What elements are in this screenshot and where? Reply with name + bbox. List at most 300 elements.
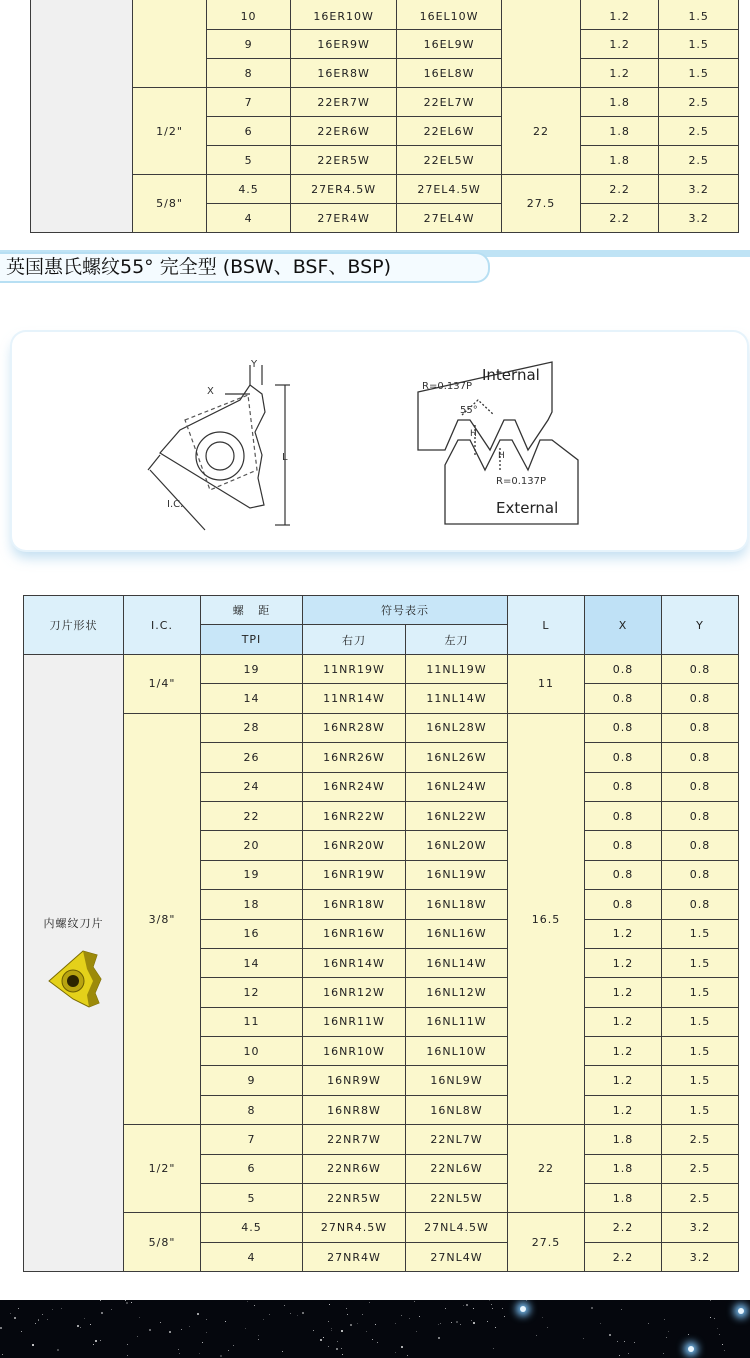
left-code-cell: 22EL7W (396, 88, 501, 117)
star (600, 1323, 601, 1324)
header-tpi: TPI (201, 625, 303, 655)
star (489, 1300, 490, 1301)
l-cell: 22 (502, 88, 581, 175)
star (269, 1314, 270, 1315)
star (160, 1322, 161, 1323)
right-code-cell: 22NR6W (303, 1154, 406, 1183)
star (331, 1328, 332, 1329)
star (666, 1337, 667, 1338)
y-cell: 1.5 (662, 948, 739, 977)
star (42, 1314, 43, 1315)
right-code-cell: 16NR12W (303, 978, 406, 1007)
x-cell: 1.8 (585, 1184, 662, 1213)
tpi-cell: 7 (206, 88, 291, 117)
y-cell: 1.5 (662, 919, 739, 948)
star (179, 1353, 180, 1354)
right-code-cell: 16NR9W (303, 1066, 406, 1095)
star (609, 1334, 611, 1336)
y-cell: 0.8 (662, 860, 739, 889)
section-title: 英国惠氏螺纹55° 完全型 (BSW、BSF、BSP) (0, 252, 490, 283)
right-code-cell: 16NR10W (303, 1037, 406, 1066)
right-code-cell: 16NR16W (303, 919, 406, 948)
star (492, 1308, 493, 1309)
tpi-cell: 12 (201, 978, 303, 1007)
star (131, 1302, 132, 1303)
tpi-cell: 18 (201, 890, 303, 919)
y-cell: 2.5 (659, 117, 739, 146)
header-ic: I.C. (124, 596, 201, 655)
star (137, 1336, 138, 1337)
right-code-cell: 22ER5W (291, 146, 396, 175)
star (419, 1316, 420, 1317)
star (583, 1338, 584, 1339)
star (100, 1300, 101, 1301)
l-cell: 11 (508, 655, 585, 714)
star (329, 1304, 330, 1305)
left-code-cell: 27EL4.5W (396, 175, 501, 204)
right-code-cell: 16NR8W (303, 1095, 406, 1124)
left-code-cell: 16NL16W (406, 919, 508, 948)
star (206, 1332, 207, 1333)
star (52, 1309, 53, 1310)
x-cell: 2.2 (580, 175, 659, 204)
star (714, 1318, 715, 1319)
star (619, 1355, 620, 1356)
tpi-cell: 5 (201, 1184, 303, 1213)
x-cell: 0.8 (585, 860, 662, 889)
diagram-panel (12, 332, 747, 550)
star (526, 1300, 527, 1301)
star (189, 1326, 190, 1327)
star (178, 1349, 179, 1350)
tpi-cell: 8 (206, 59, 291, 88)
star (438, 1337, 440, 1339)
star (502, 1308, 503, 1309)
header-shape: 刀片形状 (24, 596, 124, 655)
left-code-cell: 16NL19W (406, 860, 508, 889)
y-cell: 1.5 (659, 30, 739, 59)
star (61, 1308, 62, 1309)
tpi-cell: 8 (201, 1095, 303, 1124)
star (2, 1354, 3, 1355)
star (126, 1302, 128, 1304)
y-cell: 0.8 (662, 772, 739, 801)
y-cell: 0.8 (662, 743, 739, 772)
star (93, 1344, 94, 1345)
star (181, 1329, 182, 1330)
right-code-cell: 16NR20W (303, 831, 406, 860)
tpi-cell: 16 (201, 919, 303, 948)
x-cell: 0.8 (585, 713, 662, 742)
y-cell: 1.5 (662, 1095, 739, 1124)
right-code-cell: 16ER10W (291, 0, 396, 30)
y-cell: 3.2 (659, 175, 739, 204)
star (228, 1350, 229, 1351)
threading-insert-icon (43, 945, 105, 1011)
table-row (31, 88, 739, 117)
x-cell: 0.8 (585, 684, 662, 713)
star (0, 1327, 2, 1329)
star (323, 1337, 324, 1338)
left-code-cell: 16NL8W (406, 1095, 508, 1124)
right-code-cell: 22ER7W (291, 88, 396, 117)
y-cell: 2.5 (662, 1184, 739, 1213)
y-cell: 0.8 (662, 890, 739, 919)
star (38, 1319, 39, 1320)
star (495, 1327, 496, 1328)
ic-cell (133, 0, 206, 88)
tpi-cell: 28 (201, 713, 303, 742)
star (491, 1304, 492, 1305)
insert-x-label: X (207, 386, 214, 397)
right-code-cell: 16NR19W (303, 860, 406, 889)
star (125, 1300, 126, 1301)
left-code-cell: 22EL5W (396, 146, 501, 175)
right-code-cell: 27NR4.5W (303, 1213, 406, 1242)
star (35, 1323, 36, 1324)
star (350, 1324, 352, 1326)
x-cell: 1.2 (585, 948, 662, 977)
star (409, 1318, 410, 1319)
profile-radius-bottom: R=0.137P (496, 476, 546, 487)
star (302, 1312, 304, 1314)
star (621, 1309, 622, 1310)
shape-cell (31, 0, 133, 233)
right-code-cell: 16NR18W (303, 890, 406, 919)
star (395, 1323, 396, 1324)
star (440, 1323, 441, 1324)
table-row (24, 713, 739, 742)
ic-cell: 5/8" (133, 175, 206, 233)
profile-angle-label: 55° (460, 405, 478, 416)
star (337, 1341, 338, 1342)
x-cell: 0.8 (585, 772, 662, 801)
star (346, 1308, 347, 1309)
star (451, 1322, 452, 1323)
left-code-cell: 11NL19W (406, 655, 508, 684)
star (456, 1321, 458, 1323)
star (377, 1342, 378, 1343)
thread-diagram (12, 332, 747, 550)
star (169, 1331, 171, 1333)
tpi-cell: 14 (201, 684, 303, 713)
star (258, 1335, 259, 1336)
header-symbol: 符号表示 (303, 596, 508, 625)
star (14, 1317, 16, 1319)
star (547, 1327, 548, 1328)
star (663, 1353, 664, 1354)
tpi-cell: 14 (201, 948, 303, 977)
tpi-cell: 10 (206, 0, 291, 30)
right-code-cell: 16ER8W (291, 59, 396, 88)
star (284, 1305, 285, 1306)
star (18, 1308, 19, 1309)
x-cell: 2.2 (580, 204, 659, 233)
x-cell: 1.2 (580, 59, 659, 88)
tpi-cell: 4 (201, 1242, 303, 1271)
star (710, 1317, 711, 1318)
star (717, 1328, 718, 1329)
star-flare (688, 1346, 694, 1352)
tpi-cell: 11 (201, 1007, 303, 1036)
y-cell: 1.5 (662, 1007, 739, 1036)
l-cell (502, 0, 581, 88)
star (634, 1342, 635, 1343)
y-cell: 1.5 (659, 0, 739, 30)
y-cell: 0.8 (662, 655, 739, 684)
table-row (24, 1213, 739, 1242)
insert-ic-label: I.C. (167, 499, 184, 510)
right-code-cell: 27ER4.5W (291, 175, 396, 204)
ic-cell: 1/2" (124, 1125, 201, 1213)
star (258, 1339, 259, 1340)
star (263, 1319, 264, 1320)
tpi-cell: 26 (201, 743, 303, 772)
right-code-cell: 22NR5W (303, 1184, 406, 1213)
tpi-cell: 6 (201, 1154, 303, 1183)
left-code-cell: 16NL22W (406, 801, 508, 830)
star (414, 1301, 415, 1302)
y-cell: 2.5 (659, 146, 739, 175)
star (369, 1302, 370, 1303)
left-code-cell: 27EL4W (396, 204, 501, 233)
main-spec-table (23, 595, 739, 1272)
y-cell: 0.8 (662, 684, 739, 713)
star (668, 1331, 669, 1332)
tpi-cell: 4.5 (201, 1213, 303, 1242)
star (84, 1318, 85, 1319)
left-code-cell: 16NL24W (406, 772, 508, 801)
left-code-cell: 16EL9W (396, 30, 501, 59)
star (80, 1327, 81, 1328)
star (320, 1339, 322, 1341)
tpi-cell: 7 (201, 1125, 303, 1154)
x-cell: 1.2 (585, 978, 662, 1007)
star (149, 1329, 151, 1331)
x-cell: 1.2 (585, 1095, 662, 1124)
left-code-cell: 22EL6W (396, 117, 501, 146)
table-row (31, 0, 739, 30)
left-code-cell: 16NL11W (406, 1007, 508, 1036)
star (407, 1355, 408, 1356)
l-cell: 27.5 (502, 175, 581, 233)
star (127, 1344, 128, 1345)
tpi-cell: 10 (201, 1037, 303, 1066)
star (542, 1317, 543, 1318)
y-cell: 1.5 (662, 978, 739, 1007)
x-cell: 0.8 (585, 655, 662, 684)
left-code-cell: 16NL20W (406, 831, 508, 860)
star (127, 1355, 128, 1356)
star (101, 1312, 103, 1314)
tpi-cell: 5 (206, 146, 291, 175)
x-cell: 0.8 (585, 801, 662, 830)
x-cell: 1.8 (580, 88, 659, 117)
left-code-cell: 27NL4.5W (406, 1213, 508, 1242)
y-cell: 3.2 (659, 204, 739, 233)
star (617, 1341, 618, 1342)
star (466, 1304, 468, 1306)
right-code-cell: 11NR14W (303, 684, 406, 713)
star (375, 1324, 376, 1325)
star (247, 1301, 248, 1302)
profile-h-top: H (470, 429, 477, 439)
x-cell: 1.8 (580, 117, 659, 146)
header-x: X (585, 596, 662, 655)
profile-radius-top: R=0.137P (422, 381, 472, 392)
star (473, 1322, 475, 1324)
star (328, 1321, 329, 1322)
y-cell: 2.5 (662, 1154, 739, 1183)
right-code-cell: 22ER6W (291, 117, 396, 146)
header-y: Y (662, 596, 739, 655)
star (139, 1317, 140, 1318)
left-code-cell: 16NL26W (406, 743, 508, 772)
star (395, 1352, 396, 1353)
left-code-cell: 27NL4W (406, 1242, 508, 1271)
star (90, 1324, 91, 1325)
star (220, 1355, 222, 1357)
star (297, 1315, 298, 1316)
star (328, 1346, 329, 1347)
star (313, 1330, 314, 1331)
left-code-cell: 11NL14W (406, 684, 508, 713)
profile-external-label: External (496, 499, 559, 517)
right-code-cell: 16ER9W (291, 30, 396, 59)
star (438, 1324, 439, 1325)
star (245, 1328, 246, 1329)
x-cell: 1.2 (585, 1066, 662, 1095)
y-cell: 1.5 (662, 1066, 739, 1095)
y-cell: 2.5 (659, 88, 739, 117)
star (341, 1330, 343, 1332)
left-code-cell: 16NL18W (406, 890, 508, 919)
star (206, 1319, 207, 1320)
star (493, 1348, 494, 1349)
tpi-cell: 9 (201, 1066, 303, 1095)
star (401, 1346, 403, 1348)
star (372, 1339, 373, 1340)
star (648, 1323, 649, 1324)
tpi-cell: 9 (206, 30, 291, 59)
star (202, 1342, 203, 1343)
star (710, 1300, 711, 1301)
ic-cell: 5/8" (124, 1213, 201, 1272)
header-pitch: 螺 距 (201, 596, 303, 625)
tpi-cell: 22 (201, 801, 303, 830)
ic-cell: 3/8" (124, 713, 201, 1124)
top-spec-table (30, 0, 739, 233)
star (357, 1323, 358, 1324)
star (401, 1315, 402, 1316)
right-code-cell: 16NR26W (303, 743, 406, 772)
star (722, 1344, 723, 1345)
star (347, 1314, 348, 1315)
left-code-cell: 16EL10W (396, 0, 501, 30)
tpi-cell: 24 (201, 772, 303, 801)
star (336, 1348, 338, 1350)
profile-internal-label: Internal (482, 366, 540, 384)
star (445, 1308, 446, 1309)
left-code-cell: 16NL12W (406, 978, 508, 1007)
x-cell: 0.8 (585, 831, 662, 860)
star (233, 1345, 234, 1346)
right-code-cell: 22NR7W (303, 1125, 406, 1154)
star (57, 1349, 59, 1351)
x-cell: 1.2 (580, 0, 659, 30)
star (624, 1341, 625, 1342)
x-cell: 1.2 (585, 919, 662, 948)
star (471, 1320, 472, 1321)
y-cell: 2.5 (662, 1125, 739, 1154)
x-cell: 1.2 (585, 1007, 662, 1036)
y-cell: 0.8 (662, 831, 739, 860)
tpi-cell: 6 (206, 117, 291, 146)
header-right: 右刀 (303, 625, 406, 655)
left-code-cell: 16NL10W (406, 1037, 508, 1066)
x-cell: 1.8 (585, 1154, 662, 1183)
star (32, 1344, 34, 1346)
star (47, 1319, 48, 1320)
star (197, 1313, 199, 1315)
star (487, 1321, 488, 1322)
ic-cell: 1/2" (133, 88, 206, 175)
x-cell: 2.2 (585, 1213, 662, 1242)
x-cell: 1.2 (585, 1037, 662, 1066)
left-code-cell: 16NL9W (406, 1066, 508, 1095)
shape-cell (24, 655, 124, 1272)
star (724, 1350, 725, 1351)
l-cell: 22 (508, 1125, 585, 1213)
tpi-cell: 19 (201, 655, 303, 684)
tpi-cell: 19 (201, 860, 303, 889)
left-code-cell: 22NL5W (406, 1184, 508, 1213)
star (362, 1314, 363, 1315)
right-code-cell: 16NR24W (303, 772, 406, 801)
star (95, 1340, 97, 1342)
table-row (24, 1125, 739, 1154)
star (331, 1330, 332, 1331)
star (591, 1307, 593, 1309)
star (536, 1335, 537, 1336)
l-cell: 16.5 (508, 713, 585, 1124)
star (100, 1340, 101, 1341)
left-code-cell: 22NL7W (406, 1125, 508, 1154)
star (38, 1320, 39, 1321)
star-flare (520, 1306, 526, 1312)
y-cell: 1.5 (659, 59, 739, 88)
left-code-cell: 22NL6W (406, 1154, 508, 1183)
right-code-cell: 16NR28W (303, 713, 406, 742)
right-code-cell: 27NR4W (303, 1242, 406, 1271)
profile-h-bottom: H (498, 451, 505, 461)
star (21, 1331, 22, 1332)
star (77, 1325, 79, 1327)
x-cell: 1.8 (580, 146, 659, 175)
star (254, 1305, 255, 1306)
star (463, 1305, 464, 1306)
left-code-cell: 16NL14W (406, 948, 508, 977)
starfield-banner (0, 1300, 750, 1358)
star (282, 1351, 283, 1352)
star (416, 1331, 417, 1332)
star (366, 1331, 367, 1332)
star (628, 1353, 629, 1354)
y-cell: 0.8 (662, 713, 739, 742)
star (719, 1334, 720, 1335)
x-cell: 2.2 (585, 1242, 662, 1271)
ic-cell: 1/4" (124, 655, 201, 714)
